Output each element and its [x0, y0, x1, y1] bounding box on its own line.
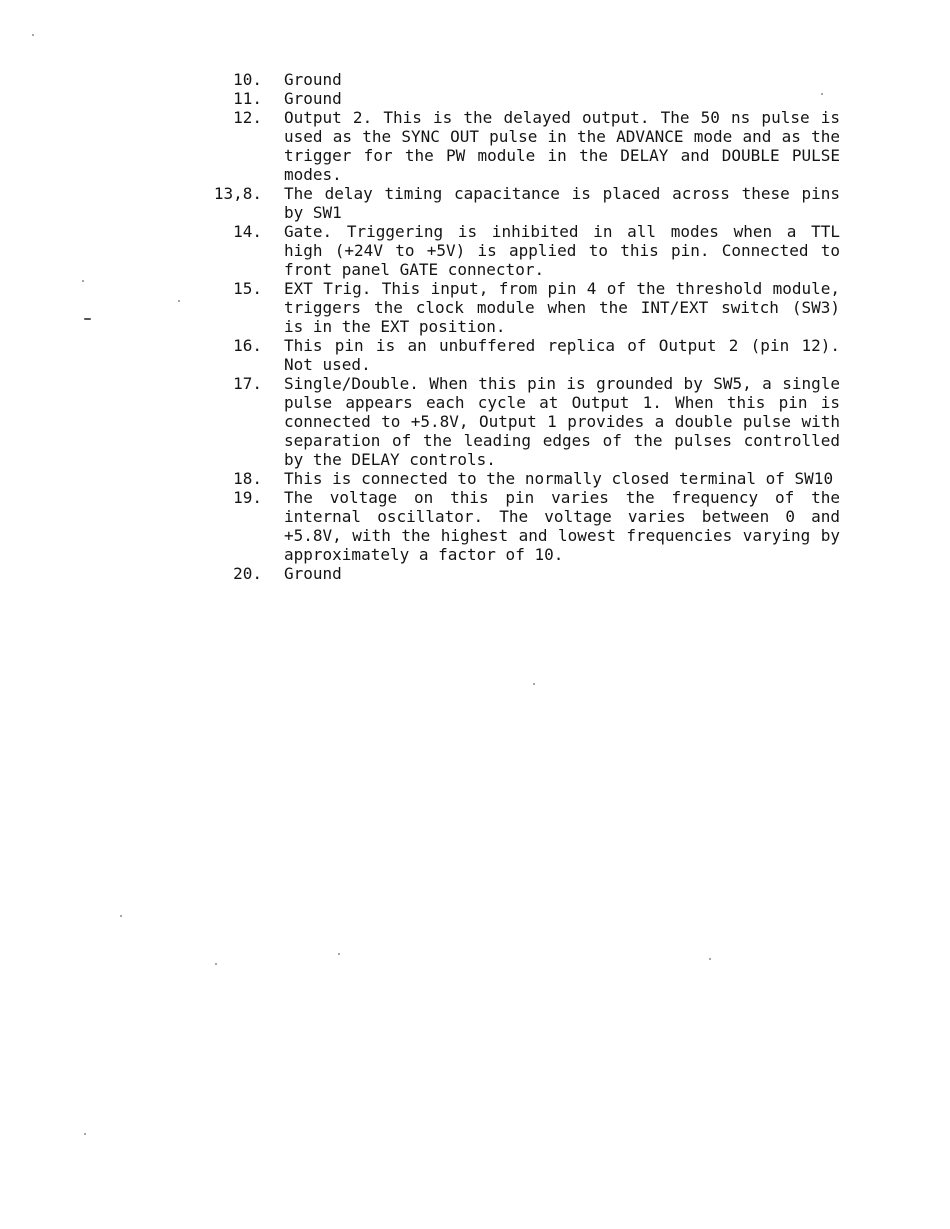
list-item: [200, 374, 840, 469]
scan-artifact: [178, 300, 180, 302]
scan-artifact: [84, 318, 91, 320]
pin-number: 19.: [233, 488, 262, 507]
scan-artifact: [533, 683, 535, 685]
pin-description: The voltage on this pin varies the frequency of the internal oscillator. The voltage varies between 0 and +5.8V, with the highest and lowest frequencies varying by approximately a factor of 10.: [284, 488, 840, 564]
pin-number: 13,8.: [213, 184, 262, 203]
pin-description: This is connected to the normally closed terminal of SW10: [284, 469, 834, 488]
pin-number: 12.: [233, 108, 262, 127]
pin-description: The delay timing capacitance is placed across these pins by SW1: [284, 184, 840, 222]
list-item: [200, 469, 840, 488]
list-item: [200, 184, 840, 222]
pin-number: 20.: [233, 564, 262, 583]
list-item: [200, 488, 840, 564]
pin-number: 15.: [233, 279, 262, 298]
scan-artifact: [709, 958, 711, 960]
pin-number: 10.: [233, 70, 262, 89]
pin-number: 14.: [233, 222, 262, 241]
list-item: [200, 279, 840, 336]
pin-number: 17.: [233, 374, 262, 393]
scan-artifact: [821, 93, 823, 95]
list-item: [200, 108, 840, 184]
pin-description: Ground: [284, 564, 342, 583]
pin-number: 11.: [233, 89, 262, 108]
pin-number: 18.: [233, 469, 262, 488]
pin-description-list: [200, 70, 840, 583]
list-item: [200, 336, 840, 374]
pin-description: Output 2. This is the delayed output. The 50 ns pulse is used as the SYNC OUT pulse in the ADVANCE mode and as the trigger for the PW module in the DELAY and DOUBLE PULSE modes.: [284, 108, 840, 184]
list-item: [200, 564, 840, 583]
pin-description: Single/Double. When this pin is grounded by SW5, a single pulse appears each cycle at Output 1. When this pin is connected to +5.8V, Output 1 provides a double pulse with separation of the leading edges of the pulses controlled by the DELAY controls.: [284, 374, 840, 469]
pin-description: Ground: [284, 89, 342, 108]
pin-description: Ground: [284, 70, 342, 89]
scan-artifact: [338, 953, 340, 955]
list-item: [200, 70, 840, 89]
list-item: [200, 89, 840, 108]
pin-description: Gate. Triggering is inhibited in all modes when a TTL high (+24V to +5V) is applied to this pin. Connected to front panel GATE connector.: [284, 222, 840, 279]
scan-artifact: [120, 915, 122, 917]
scan-artifact: [32, 34, 34, 36]
scan-artifact: [215, 963, 217, 965]
list-item: [200, 222, 840, 279]
pin-description: This pin is an unbuffered replica of Output 2 (pin 12). Not used.: [284, 336, 840, 374]
pin-description: EXT Trig. This input, from pin 4 of the threshold module, triggers the clock module when the INT/EXT switch (SW3) is in the EXT position.: [284, 279, 840, 336]
scan-artifact: [82, 280, 84, 282]
scan-artifact: [84, 1133, 86, 1135]
pin-number: 16.: [233, 336, 262, 355]
